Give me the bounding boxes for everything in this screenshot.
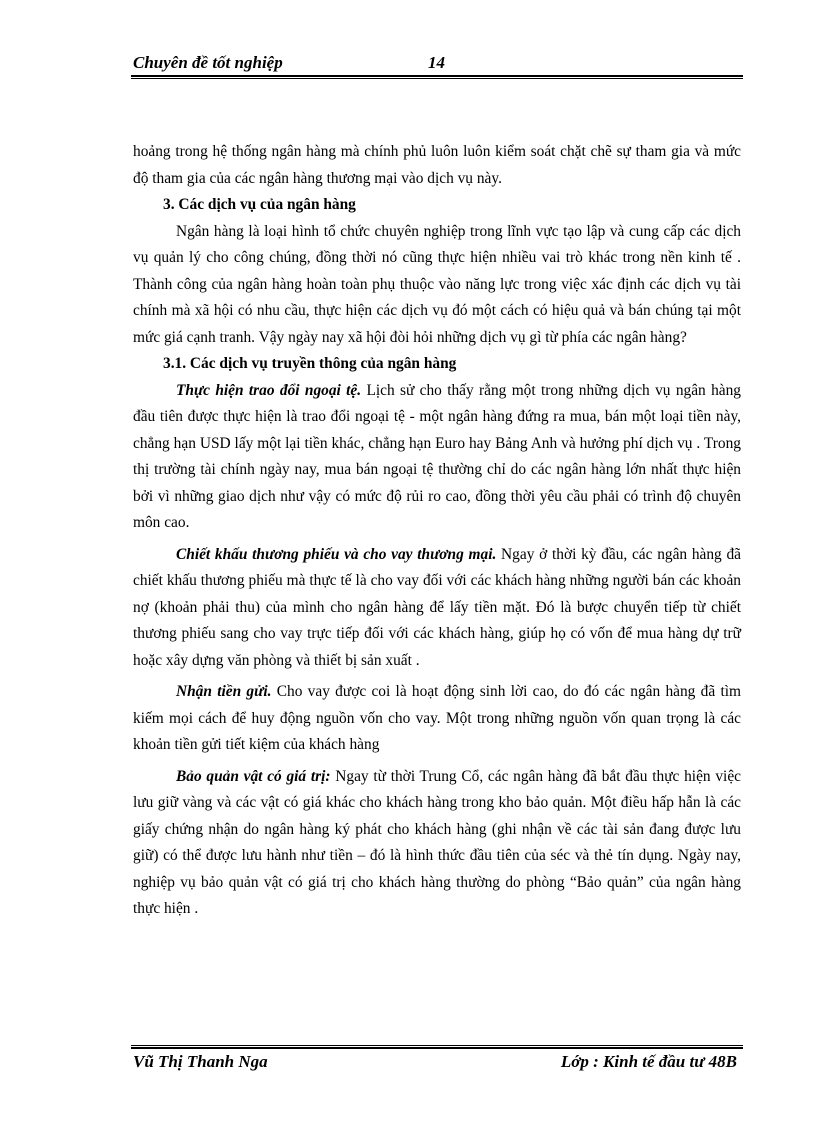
text-discounting: Ngay ở thời kỳ đầu, các ngân hàng đã chiết khấu thương phiếu mà thực tế là cho vay đối với các khách hàng những người bán các khoản nợ (khoản phải thu) của mình cho ngân hàng để lấy tiền mặt. Đó là bược chuyển tiếp từ chiết thương phiếu sang cho vay trực tiếp đối với các khách hàng, giúp họ có vốn để mua hàng dự trữ hoặc xây dựng văn phòng và thiết bị sản xuất . — [133, 545, 741, 669]
header-title: Chuyên đề tốt nghiệp — [133, 53, 283, 72]
text-safekeeping: Ngay từ thời Trung Cổ, các ngân hàng đã bắt đầu thực hiện việc lưu giữ vàng và các vật có giá khác cho khách hàng trong kho bảo quản. Một điều hấp hẫn là các giấy chứng nhận do ngân hàng ký phát cho khách hàng (ghi nhận về các tài sản đang được lưu giữ) có thể được lưu hành như tiền – đó là hình thức đầu tiên của séc và thẻ tín dụng. Ngày nay, nghiệp vụ bảo quản vật có giá trị cho khách hàng thường do phòng “Bảo quản” của ngân hàng thực hiện . — [133, 767, 741, 917]
lead-deposits: Nhận tiền gửi. — [176, 683, 272, 700]
paragraph-bank-intro: Ngân hàng là loại hình tổ chức chuyên nghiệp trong lĩnh vực tạo lập và cung cấp các dịch vụ quản lý cho công chúng, đồng thời nó cũng thực hiện nhiều vai trò khác trong nền kinh tế . Thành công của ngân hàng hoàn toàn phụ thuộc vào năng lực trong việc xác định các dịch vụ tài chính mà xã hội có nhu cầu, thực hiện các dịch vụ đó một cách có hiệu quả và bán chúng tại một mức giá cạnh tranh. Vậy ngày nay xã hội đòi hỏi những dịch vụ gì từ phía các ngân hàng? — [133, 222, 741, 346]
lead-discounting: Chiết khấu thương phiếu và cho vay thương mại. — [176, 545, 497, 563]
text-foreign-exchange: Lịch sử cho thấy rằng một trong những dịch vụ ngân hàng đầu tiên được thực hiện là trao đổi ngoại tệ - một ngân hàng đứng ra mua, bán một loại tiền này, chẳng hạn USD lấy một lại tiền khác, chẳng hạn Euro hay Bảng Anh và hưởng phí dịch vụ . Trong thị trường tài chính ngày nay, mua bán ngoại tệ thường chỉ do các ngân hàng lớn nhất thực hiện bởi vì những giao dịch như vậy có mức độ rủi ro cao, đồng thời yêu cầu phải có trình độ chuyên môn cao. — [133, 381, 741, 531]
header-divider — [131, 75, 743, 79]
text-deposits: Cho vay được coi là hoạt động sinh lời cao, do đó các ngân hàng đã tìm kiếm mọi cách để huy động nguồn vốn cho vay. Một trong những nguồn vốn quan trọng là các khoản tiền gửi tiết kiệm của khách hàng — [133, 683, 741, 753]
paragraph-deposits — [133, 679, 741, 759]
paragraph-discounting — [133, 542, 741, 675]
footer-divider — [131, 1045, 743, 1049]
lead-safekeeping: Bảo quản vật có giá trị: — [176, 767, 331, 785]
section-heading-3-1: 3.1. Các dịch vụ truyền thông của ngân hàng — [163, 355, 457, 372]
footer-class: Lớp : Kinh tế đầu tư 48B — [560, 1052, 737, 1071]
page-number: 14 — [428, 53, 445, 72]
document-body — [133, 139, 741, 923]
page-header — [133, 53, 743, 75]
paragraph-safekeeping — [133, 764, 741, 923]
footer-author: Vũ Thị Thanh Nga — [133, 1052, 268, 1071]
lead-foreign-exchange: Thực hiện trao đổi ngoại tệ. — [176, 381, 362, 399]
paragraph-foreign-exchange — [133, 378, 741, 537]
paragraph-continuation: hoảng trong hệ thống ngân hàng mà chính phủ luôn luôn kiểm soát chặt chẽ sự tham gia và mức độ tham gia của các ngân hàng thương mại vào dịch vụ này. — [133, 143, 741, 187]
page-footer — [133, 1052, 741, 1074]
section-heading-3: 3. Các dịch vụ của ngân hàng — [163, 196, 356, 213]
